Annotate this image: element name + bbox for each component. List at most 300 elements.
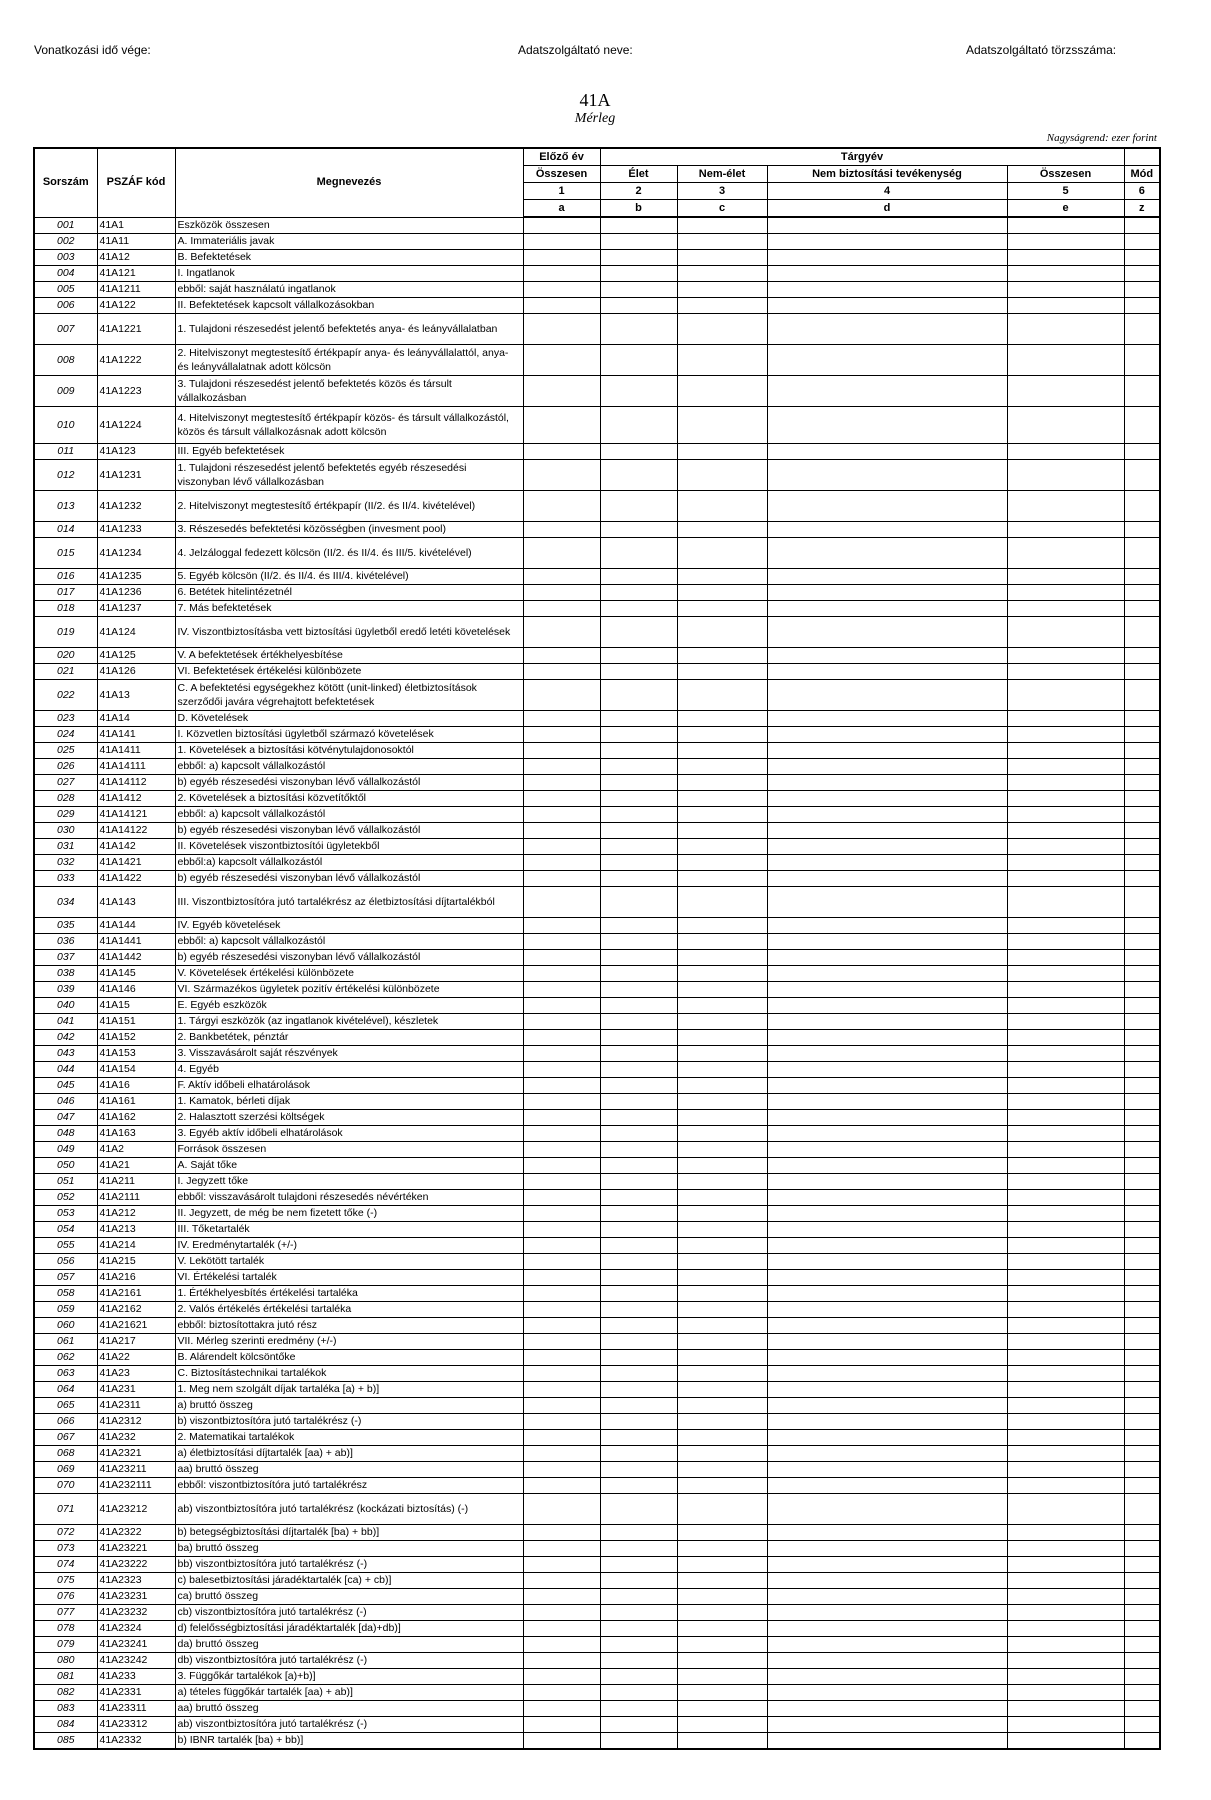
value-cell[interactable] — [767, 1541, 1007, 1557]
value-cell[interactable] — [677, 1446, 767, 1462]
value-cell[interactable] — [1007, 823, 1124, 839]
value-cell[interactable] — [523, 1733, 600, 1750]
value-cell[interactable] — [523, 871, 600, 887]
value-cell[interactable] — [1007, 1318, 1124, 1334]
value-cell[interactable] — [523, 250, 600, 266]
value-cell[interactable] — [767, 376, 1007, 407]
value-cell[interactable] — [767, 298, 1007, 314]
value-cell[interactable] — [1124, 1302, 1160, 1318]
value-cell[interactable] — [677, 887, 767, 918]
value-cell[interactable] — [1007, 839, 1124, 855]
value-cell[interactable] — [523, 1605, 600, 1621]
value-cell[interactable] — [677, 1478, 767, 1494]
value-cell[interactable] — [767, 1494, 1007, 1525]
value-cell[interactable] — [677, 1669, 767, 1685]
value-cell[interactable] — [1124, 664, 1160, 680]
value-cell[interactable] — [677, 727, 767, 743]
value-cell[interactable] — [1007, 460, 1124, 491]
value-cell[interactable] — [767, 1478, 1007, 1494]
value-cell[interactable] — [523, 1366, 600, 1382]
value-cell[interactable] — [600, 1062, 677, 1078]
value-cell[interactable] — [767, 1366, 1007, 1382]
value-cell[interactable] — [677, 934, 767, 950]
value-cell[interactable] — [677, 522, 767, 538]
value-cell[interactable] — [600, 1669, 677, 1685]
value-cell[interactable] — [1007, 807, 1124, 823]
value-cell[interactable] — [523, 1222, 600, 1238]
value-cell[interactable] — [523, 759, 600, 775]
value-cell[interactable] — [677, 743, 767, 759]
value-cell[interactable] — [1007, 1302, 1124, 1318]
value-cell[interactable] — [523, 1238, 600, 1254]
value-cell[interactable] — [677, 601, 767, 617]
value-cell[interactable] — [677, 1733, 767, 1750]
value-cell[interactable] — [523, 234, 600, 250]
value-cell[interactable] — [600, 1014, 677, 1030]
value-cell[interactable] — [767, 1254, 1007, 1270]
value-cell[interactable] — [1124, 585, 1160, 601]
value-cell[interactable] — [1007, 569, 1124, 585]
value-cell[interactable] — [767, 1382, 1007, 1398]
value-cell[interactable] — [523, 569, 600, 585]
value-cell[interactable] — [1007, 1350, 1124, 1366]
value-cell[interactable] — [600, 1494, 677, 1525]
value-cell[interactable] — [1007, 1414, 1124, 1430]
value-cell[interactable] — [523, 855, 600, 871]
value-cell[interactable] — [600, 1525, 677, 1541]
value-cell[interactable] — [600, 775, 677, 791]
value-cell[interactable] — [767, 1238, 1007, 1254]
value-cell[interactable] — [677, 1046, 767, 1062]
value-cell[interactable] — [523, 314, 600, 345]
value-cell[interactable] — [1124, 1350, 1160, 1366]
value-cell[interactable] — [1007, 538, 1124, 569]
value-cell[interactable] — [600, 1350, 677, 1366]
value-cell[interactable] — [1124, 1126, 1160, 1142]
value-cell[interactable] — [1124, 250, 1160, 266]
value-cell[interactable] — [600, 1078, 677, 1094]
value-cell[interactable] — [677, 1318, 767, 1334]
value-cell[interactable] — [600, 1366, 677, 1382]
value-cell[interactable] — [600, 345, 677, 376]
value-cell[interactable] — [767, 1637, 1007, 1653]
value-cell[interactable] — [767, 1573, 1007, 1589]
value-cell[interactable] — [600, 585, 677, 601]
value-cell[interactable] — [1124, 1525, 1160, 1541]
value-cell[interactable] — [767, 680, 1007, 711]
value-cell[interactable] — [1007, 345, 1124, 376]
value-cell[interactable] — [767, 727, 1007, 743]
value-cell[interactable] — [1124, 727, 1160, 743]
value-cell[interactable] — [600, 1206, 677, 1222]
value-cell[interactable] — [677, 1190, 767, 1206]
value-cell[interactable] — [600, 460, 677, 491]
value-cell[interactable] — [1007, 982, 1124, 998]
value-cell[interactable] — [523, 617, 600, 648]
value-cell[interactable] — [1124, 1238, 1160, 1254]
value-cell[interactable] — [600, 1478, 677, 1494]
value-cell[interactable] — [1124, 1637, 1160, 1653]
value-cell[interactable] — [677, 648, 767, 664]
value-cell[interactable] — [1007, 250, 1124, 266]
value-cell[interactable] — [1124, 234, 1160, 250]
value-cell[interactable] — [1007, 314, 1124, 345]
value-cell[interactable] — [677, 250, 767, 266]
value-cell[interactable] — [767, 1733, 1007, 1750]
value-cell[interactable] — [1124, 1142, 1160, 1158]
value-cell[interactable] — [1007, 1621, 1124, 1637]
value-cell[interactable] — [600, 743, 677, 759]
value-cell[interactable] — [600, 376, 677, 407]
value-cell[interactable] — [600, 759, 677, 775]
value-cell[interactable] — [1007, 1685, 1124, 1701]
value-cell[interactable] — [600, 1270, 677, 1286]
value-cell[interactable] — [523, 934, 600, 950]
value-cell[interactable] — [523, 460, 600, 491]
value-cell[interactable] — [523, 1350, 600, 1366]
value-cell[interactable] — [600, 839, 677, 855]
value-cell[interactable] — [1124, 839, 1160, 855]
value-cell[interactable] — [677, 234, 767, 250]
value-cell[interactable] — [523, 1078, 600, 1094]
value-cell[interactable] — [677, 217, 767, 234]
value-cell[interactable] — [677, 1541, 767, 1557]
value-cell[interactable] — [1007, 1589, 1124, 1605]
value-cell[interactable] — [677, 1078, 767, 1094]
value-cell[interactable] — [677, 1685, 767, 1701]
value-cell[interactable] — [600, 1286, 677, 1302]
value-cell[interactable] — [1124, 376, 1160, 407]
value-cell[interactable] — [1124, 1701, 1160, 1717]
value-cell[interactable] — [767, 664, 1007, 680]
value-cell[interactable] — [600, 1142, 677, 1158]
value-cell[interactable] — [677, 1254, 767, 1270]
value-cell[interactable] — [677, 1717, 767, 1733]
value-cell[interactable] — [600, 1126, 677, 1142]
value-cell[interactable] — [767, 1685, 1007, 1701]
value-cell[interactable] — [1007, 617, 1124, 648]
value-cell[interactable] — [767, 1334, 1007, 1350]
value-cell[interactable] — [600, 727, 677, 743]
value-cell[interactable] — [1124, 298, 1160, 314]
value-cell[interactable] — [1007, 298, 1124, 314]
value-cell[interactable] — [1124, 1110, 1160, 1126]
value-cell[interactable] — [1007, 1286, 1124, 1302]
value-cell[interactable] — [523, 491, 600, 522]
value-cell[interactable] — [600, 966, 677, 982]
value-cell[interactable] — [1124, 1605, 1160, 1621]
value-cell[interactable] — [767, 1525, 1007, 1541]
value-cell[interactable] — [1007, 648, 1124, 664]
value-cell[interactable] — [1124, 1573, 1160, 1589]
value-cell[interactable] — [1124, 1446, 1160, 1462]
value-cell[interactable] — [677, 376, 767, 407]
value-cell[interactable] — [1007, 1094, 1124, 1110]
value-cell[interactable] — [767, 1605, 1007, 1621]
value-cell[interactable] — [523, 823, 600, 839]
value-cell[interactable] — [677, 569, 767, 585]
value-cell[interactable] — [1007, 282, 1124, 298]
value-cell[interactable] — [600, 298, 677, 314]
value-cell[interactable] — [523, 1685, 600, 1701]
value-cell[interactable] — [677, 1605, 767, 1621]
value-cell[interactable] — [767, 250, 1007, 266]
value-cell[interactable] — [1124, 1078, 1160, 1094]
value-cell[interactable] — [600, 1557, 677, 1573]
value-cell[interactable] — [767, 823, 1007, 839]
value-cell[interactable] — [767, 1110, 1007, 1126]
value-cell[interactable] — [1007, 1174, 1124, 1190]
value-cell[interactable] — [600, 1222, 677, 1238]
value-cell[interactable] — [677, 1701, 767, 1717]
value-cell[interactable] — [677, 1430, 767, 1446]
value-cell[interactable] — [523, 1302, 600, 1318]
value-cell[interactable] — [677, 1637, 767, 1653]
value-cell[interactable] — [677, 1589, 767, 1605]
value-cell[interactable] — [600, 601, 677, 617]
value-cell[interactable] — [523, 982, 600, 998]
value-cell[interactable] — [523, 887, 600, 918]
value-cell[interactable] — [767, 1717, 1007, 1733]
value-cell[interactable] — [523, 775, 600, 791]
value-cell[interactable] — [677, 1573, 767, 1589]
value-cell[interactable] — [677, 460, 767, 491]
value-cell[interactable] — [523, 1206, 600, 1222]
value-cell[interactable] — [767, 791, 1007, 807]
value-cell[interactable] — [600, 887, 677, 918]
value-cell[interactable] — [767, 282, 1007, 298]
value-cell[interactable] — [600, 1717, 677, 1733]
value-cell[interactable] — [677, 998, 767, 1014]
value-cell[interactable] — [600, 855, 677, 871]
value-cell[interactable] — [1007, 918, 1124, 934]
value-cell[interactable] — [600, 1653, 677, 1669]
value-cell[interactable] — [523, 648, 600, 664]
value-cell[interactable] — [767, 1014, 1007, 1030]
value-cell[interactable] — [1124, 1414, 1160, 1430]
value-cell[interactable] — [1007, 1478, 1124, 1494]
value-cell[interactable] — [1124, 407, 1160, 444]
value-cell[interactable] — [1124, 1190, 1160, 1206]
value-cell[interactable] — [1124, 855, 1160, 871]
value-cell[interactable] — [1007, 1637, 1124, 1653]
value-cell[interactable] — [767, 1446, 1007, 1462]
value-cell[interactable] — [767, 1653, 1007, 1669]
value-cell[interactable] — [600, 1382, 677, 1398]
value-cell[interactable] — [1007, 1541, 1124, 1557]
value-cell[interactable] — [1007, 1573, 1124, 1589]
value-cell[interactable] — [677, 345, 767, 376]
value-cell[interactable] — [1124, 1366, 1160, 1382]
value-cell[interactable] — [1007, 1398, 1124, 1414]
value-cell[interactable] — [767, 1174, 1007, 1190]
value-cell[interactable] — [767, 1286, 1007, 1302]
value-cell[interactable] — [600, 1462, 677, 1478]
value-cell[interactable] — [767, 538, 1007, 569]
value-cell[interactable] — [767, 1462, 1007, 1478]
value-cell[interactable] — [1124, 1430, 1160, 1446]
value-cell[interactable] — [1007, 934, 1124, 950]
value-cell[interactable] — [523, 522, 600, 538]
value-cell[interactable] — [600, 680, 677, 711]
value-cell[interactable] — [523, 839, 600, 855]
value-cell[interactable] — [1124, 823, 1160, 839]
value-cell[interactable] — [677, 1621, 767, 1637]
value-cell[interactable] — [523, 282, 600, 298]
value-cell[interactable] — [1124, 601, 1160, 617]
value-cell[interactable] — [1124, 1382, 1160, 1398]
value-cell[interactable] — [523, 1254, 600, 1270]
value-cell[interactable] — [767, 1414, 1007, 1430]
value-cell[interactable] — [1124, 1270, 1160, 1286]
value-cell[interactable] — [677, 1286, 767, 1302]
value-cell[interactable] — [523, 1701, 600, 1717]
value-cell[interactable] — [523, 950, 600, 966]
value-cell[interactable] — [600, 1398, 677, 1414]
value-cell[interactable] — [523, 1541, 600, 1557]
value-cell[interactable] — [677, 791, 767, 807]
value-cell[interactable] — [1124, 522, 1160, 538]
value-cell[interactable] — [1007, 376, 1124, 407]
value-cell[interactable] — [523, 1110, 600, 1126]
value-cell[interactable] — [677, 950, 767, 966]
value-cell[interactable] — [677, 855, 767, 871]
value-cell[interactable] — [523, 217, 600, 234]
value-cell[interactable] — [523, 1446, 600, 1462]
value-cell[interactable] — [523, 407, 600, 444]
value-cell[interactable] — [677, 839, 767, 855]
value-cell[interactable] — [767, 1589, 1007, 1605]
value-cell[interactable] — [677, 982, 767, 998]
value-cell[interactable] — [600, 569, 677, 585]
value-cell[interactable] — [523, 1557, 600, 1573]
value-cell[interactable] — [1007, 444, 1124, 460]
value-cell[interactable] — [600, 444, 677, 460]
value-cell[interactable] — [600, 1046, 677, 1062]
value-cell[interactable] — [677, 1094, 767, 1110]
value-cell[interactable] — [523, 791, 600, 807]
value-cell[interactable] — [1124, 887, 1160, 918]
value-cell[interactable] — [1124, 998, 1160, 1014]
value-cell[interactable] — [523, 1573, 600, 1589]
value-cell[interactable] — [767, 1158, 1007, 1174]
value-cell[interactable] — [1124, 1733, 1160, 1750]
value-cell[interactable] — [1007, 1142, 1124, 1158]
value-cell[interactable] — [1007, 791, 1124, 807]
value-cell[interactable] — [1007, 1462, 1124, 1478]
value-cell[interactable] — [1007, 217, 1124, 234]
value-cell[interactable] — [1124, 759, 1160, 775]
value-cell[interactable] — [1124, 1158, 1160, 1174]
value-cell[interactable] — [767, 1030, 1007, 1046]
value-cell[interactable] — [767, 1557, 1007, 1573]
value-cell[interactable] — [1007, 1062, 1124, 1078]
value-cell[interactable] — [1124, 648, 1160, 664]
value-cell[interactable] — [767, 918, 1007, 934]
value-cell[interactable] — [1124, 1685, 1160, 1701]
value-cell[interactable] — [677, 1414, 767, 1430]
value-cell[interactable] — [677, 1270, 767, 1286]
value-cell[interactable] — [677, 1238, 767, 1254]
value-cell[interactable] — [523, 1589, 600, 1605]
value-cell[interactable] — [600, 648, 677, 664]
value-cell[interactable] — [1124, 1462, 1160, 1478]
value-cell[interactable] — [767, 855, 1007, 871]
value-cell[interactable] — [600, 998, 677, 1014]
value-cell[interactable] — [767, 1621, 1007, 1637]
value-cell[interactable] — [523, 266, 600, 282]
value-cell[interactable] — [600, 982, 677, 998]
value-cell[interactable] — [1007, 680, 1124, 711]
value-cell[interactable] — [1007, 407, 1124, 444]
value-cell[interactable] — [600, 1589, 677, 1605]
value-cell[interactable] — [677, 775, 767, 791]
value-cell[interactable] — [1007, 998, 1124, 1014]
value-cell[interactable] — [1007, 759, 1124, 775]
value-cell[interactable] — [1007, 1717, 1124, 1733]
value-cell[interactable] — [677, 1350, 767, 1366]
value-cell[interactable] — [523, 727, 600, 743]
value-cell[interactable] — [600, 491, 677, 522]
value-cell[interactable] — [677, 1142, 767, 1158]
value-cell[interactable] — [677, 1158, 767, 1174]
value-cell[interactable] — [767, 1350, 1007, 1366]
value-cell[interactable] — [600, 1254, 677, 1270]
value-cell[interactable] — [600, 934, 677, 950]
value-cell[interactable] — [1124, 1669, 1160, 1685]
value-cell[interactable] — [677, 1206, 767, 1222]
value-cell[interactable] — [523, 680, 600, 711]
value-cell[interactable] — [767, 585, 1007, 601]
value-cell[interactable] — [767, 1094, 1007, 1110]
value-cell[interactable] — [767, 234, 1007, 250]
value-cell[interactable] — [1007, 966, 1124, 982]
value-cell[interactable] — [677, 1462, 767, 1478]
value-cell[interactable] — [523, 1621, 600, 1637]
value-cell[interactable] — [1007, 855, 1124, 871]
value-cell[interactable] — [523, 743, 600, 759]
value-cell[interactable] — [1007, 1222, 1124, 1238]
value-cell[interactable] — [1124, 791, 1160, 807]
value-cell[interactable] — [1124, 871, 1160, 887]
value-cell[interactable] — [677, 823, 767, 839]
value-cell[interactable] — [600, 617, 677, 648]
value-cell[interactable] — [1124, 775, 1160, 791]
value-cell[interactable] — [677, 1030, 767, 1046]
value-cell[interactable] — [1007, 950, 1124, 966]
value-cell[interactable] — [523, 585, 600, 601]
value-cell[interactable] — [1124, 617, 1160, 648]
value-cell[interactable] — [1124, 918, 1160, 934]
value-cell[interactable] — [677, 1494, 767, 1525]
value-cell[interactable] — [1124, 1717, 1160, 1733]
value-cell[interactable] — [600, 314, 677, 345]
value-cell[interactable] — [767, 1669, 1007, 1685]
value-cell[interactable] — [1124, 491, 1160, 522]
value-cell[interactable] — [523, 1142, 600, 1158]
value-cell[interactable] — [1007, 1206, 1124, 1222]
value-cell[interactable] — [677, 444, 767, 460]
value-cell[interactable] — [1007, 1733, 1124, 1750]
value-cell[interactable] — [600, 1238, 677, 1254]
value-cell[interactable] — [1124, 1334, 1160, 1350]
value-cell[interactable] — [1124, 1046, 1160, 1062]
value-cell[interactable] — [677, 1382, 767, 1398]
value-cell[interactable] — [1124, 1557, 1160, 1573]
value-cell[interactable] — [1124, 966, 1160, 982]
value-cell[interactable] — [523, 1030, 600, 1046]
value-cell[interactable] — [767, 1126, 1007, 1142]
